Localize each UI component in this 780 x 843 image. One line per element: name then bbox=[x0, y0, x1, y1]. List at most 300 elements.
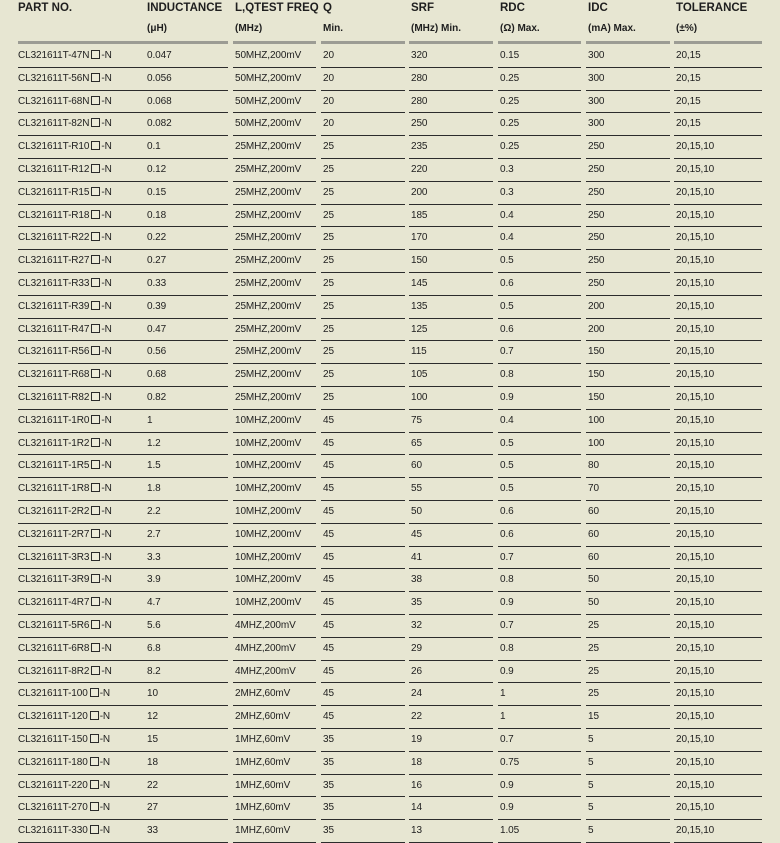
part-suffix: -N bbox=[101, 483, 112, 495]
table-row bbox=[0, 364, 780, 387]
part-number-text: CL321611T-R33 bbox=[18, 277, 90, 289]
cell-part-no bbox=[18, 118, 112, 130]
cell-q-min: 35 bbox=[323, 825, 334, 837]
part-suffix: -N bbox=[101, 619, 112, 631]
table-row bbox=[0, 569, 780, 592]
header-rule bbox=[586, 41, 670, 44]
tolerance-code-box-icon bbox=[91, 529, 100, 538]
table-row bbox=[0, 319, 780, 342]
tolerance-code-box-icon bbox=[91, 164, 100, 173]
cell-test-freq: 10MHZ,200mV bbox=[235, 505, 302, 517]
cell-tolerance: 20,15,10 bbox=[676, 346, 715, 358]
cell-srf: 26 bbox=[411, 665, 422, 677]
cell-tolerance: 20,15,10 bbox=[676, 802, 715, 814]
cell-idc: 150 bbox=[588, 391, 605, 403]
cell-srf: 24 bbox=[411, 688, 422, 700]
cell-part-no bbox=[18, 688, 110, 700]
cell-tolerance: 20,15,10 bbox=[676, 483, 715, 495]
cell-test-freq: 50MHZ,200mV bbox=[235, 50, 302, 61]
cell-inductance: 0.047 bbox=[147, 50, 172, 61]
cell-tolerance: 20,15,10 bbox=[676, 711, 715, 723]
cell-test-freq: 1MHZ,60mV bbox=[235, 779, 291, 791]
cell-idc: 250 bbox=[588, 163, 605, 175]
cell-q-min: 45 bbox=[323, 414, 334, 426]
part-number-text: CL321611T-1R2 bbox=[18, 437, 90, 449]
cell-srf: 280 bbox=[411, 72, 428, 84]
cell-inductance: 0.056 bbox=[147, 72, 172, 84]
tolerance-code-box-icon bbox=[91, 597, 100, 606]
cell-tolerance: 20,15,10 bbox=[676, 688, 715, 700]
cell-test-freq: 1MHZ,60mV bbox=[235, 733, 291, 745]
cell-idc: 250 bbox=[588, 186, 605, 198]
cell-tolerance: 20,15,10 bbox=[676, 551, 715, 563]
cell-part-no bbox=[18, 734, 110, 746]
part-suffix: -N bbox=[101, 255, 112, 267]
cell-inductance: 0.33 bbox=[147, 277, 167, 289]
cell-srf: 235 bbox=[411, 141, 428, 153]
cell-srf: 320 bbox=[411, 50, 428, 61]
cell-rdc: 0.6 bbox=[500, 323, 514, 335]
cell-q-min: 25 bbox=[323, 255, 334, 267]
cell-part-no bbox=[18, 73, 112, 85]
part-suffix: -N bbox=[101, 300, 112, 312]
cell-part-no bbox=[18, 460, 112, 472]
cell-test-freq: 25MHZ,200mV bbox=[235, 186, 302, 198]
cell-idc: 50 bbox=[588, 597, 599, 609]
table-row bbox=[0, 706, 780, 729]
cell-part-no bbox=[18, 96, 112, 108]
cell-idc: 300 bbox=[588, 50, 605, 61]
cell-part-no bbox=[18, 141, 112, 153]
cell-tolerance: 20,15,10 bbox=[676, 232, 715, 244]
cell-idc: 250 bbox=[588, 232, 605, 244]
table-row bbox=[0, 638, 780, 661]
cell-part-no bbox=[18, 346, 112, 358]
header-rdc: RDC bbox=[500, 2, 525, 14]
cell-rdc: 0.3 bbox=[500, 163, 514, 175]
part-suffix: -N bbox=[101, 460, 112, 472]
tolerance-code-box-icon bbox=[91, 460, 100, 469]
cell-part-no bbox=[18, 301, 112, 313]
cell-idc: 50 bbox=[588, 574, 599, 586]
cell-inductance: 6.8 bbox=[147, 642, 161, 654]
cell-tolerance: 20,15,10 bbox=[676, 255, 715, 267]
cell-part-no bbox=[18, 506, 112, 518]
table-row bbox=[0, 478, 780, 501]
cell-idc: 300 bbox=[588, 72, 605, 84]
table-row bbox=[0, 136, 780, 159]
cell-idc: 250 bbox=[588, 209, 605, 221]
cell-inductance: 2.2 bbox=[147, 505, 161, 517]
cell-srf: 45 bbox=[411, 528, 422, 540]
cell-inductance: 0.47 bbox=[147, 323, 167, 335]
table-row bbox=[0, 797, 780, 820]
cell-part-no bbox=[18, 802, 110, 814]
cell-idc: 60 bbox=[588, 551, 599, 563]
cell-rdc: 0.8 bbox=[500, 574, 514, 586]
cell-idc: 25 bbox=[588, 619, 599, 631]
cell-q-min: 35 bbox=[323, 733, 334, 745]
cell-rdc: 0.9 bbox=[500, 391, 514, 403]
table-row bbox=[0, 205, 780, 228]
part-suffix: -N bbox=[99, 733, 111, 745]
part-suffix: -N bbox=[101, 574, 112, 586]
cell-srf: 115 bbox=[411, 346, 427, 358]
part-number-text: CL321611T-3R3 bbox=[18, 551, 90, 563]
cell-tolerance: 20,15,10 bbox=[676, 665, 715, 677]
cell-q-min: 35 bbox=[323, 802, 334, 814]
tolerance-code-box-icon bbox=[91, 324, 100, 333]
cell-part-no bbox=[18, 369, 112, 381]
cell-test-freq: 2MHZ,60mV bbox=[235, 711, 291, 723]
cell-srf: 13 bbox=[411, 825, 422, 837]
part-suffix: -N bbox=[101, 414, 112, 426]
cell-tolerance: 20,15,10 bbox=[676, 779, 715, 791]
header-rdc-unit: (Ω) Max. bbox=[500, 23, 540, 34]
table-row bbox=[0, 250, 780, 273]
table-row bbox=[0, 387, 780, 410]
cell-inductance: 3.9 bbox=[147, 574, 161, 586]
cell-srf: 19 bbox=[411, 733, 422, 745]
cell-idc: 5 bbox=[588, 756, 594, 768]
part-number-text: CL321611T-R47 bbox=[18, 323, 90, 335]
cell-tolerance: 20,15,10 bbox=[676, 414, 715, 426]
cell-srf: 35 bbox=[411, 597, 422, 609]
cell-tolerance: 20,15,10 bbox=[676, 209, 715, 221]
cell-part-no bbox=[18, 711, 110, 723]
table-row bbox=[0, 455, 780, 478]
part-suffix: -N bbox=[101, 346, 112, 358]
part-number-text: CL321611T-R15 bbox=[18, 186, 90, 198]
cell-part-no bbox=[18, 50, 112, 62]
cell-srf: 105 bbox=[411, 369, 428, 381]
header-row-units bbox=[0, 20, 780, 41]
cell-q-min: 45 bbox=[323, 505, 334, 517]
cell-inductance: 3.3 bbox=[147, 551, 161, 563]
part-suffix: -N bbox=[99, 825, 111, 837]
part-suffix: -N bbox=[101, 505, 112, 517]
part-number-text: CL321611T-100 bbox=[18, 688, 88, 700]
tolerance-code-box-icon bbox=[91, 392, 100, 401]
cell-inductance: 1.5 bbox=[147, 460, 161, 472]
cell-srf: 22 bbox=[411, 711, 422, 723]
cell-test-freq: 25MHZ,200mV bbox=[235, 163, 302, 175]
cell-test-freq: 1MHZ,60mV bbox=[235, 802, 291, 814]
part-number-text: CL321611T-47N bbox=[18, 50, 90, 61]
cell-rdc: 0.9 bbox=[500, 802, 514, 814]
table-row bbox=[0, 341, 780, 364]
table-row bbox=[0, 113, 780, 136]
tolerance-code-box-icon bbox=[91, 118, 100, 127]
part-number-text: CL321611T-R68 bbox=[18, 369, 90, 381]
cell-rdc: 1 bbox=[500, 688, 506, 700]
cell-test-freq: 4MHZ,200mV bbox=[235, 619, 296, 631]
header-srf: SRF bbox=[411, 2, 434, 14]
header-inductance-unit: (μH) bbox=[147, 23, 167, 34]
header-rule bbox=[498, 41, 581, 44]
cell-test-freq: 25MHZ,200mV bbox=[235, 300, 302, 312]
cell-rdc: 0.25 bbox=[500, 95, 520, 107]
cell-srf: 55 bbox=[411, 483, 422, 495]
cell-test-freq: 10MHZ,200mV bbox=[235, 460, 302, 472]
tolerance-code-box-icon bbox=[91, 483, 100, 492]
cell-inductance: 18 bbox=[147, 756, 158, 768]
part-number-text: CL321611T-R22 bbox=[18, 232, 90, 244]
cell-q-min: 25 bbox=[323, 277, 334, 289]
cell-rdc: 0.8 bbox=[500, 369, 514, 381]
cell-inductance: 0.082 bbox=[147, 118, 172, 130]
cell-part-no bbox=[18, 324, 112, 336]
header-tolerance: TOLERANCE bbox=[676, 2, 748, 14]
cell-inductance: 4.7 bbox=[147, 597, 161, 609]
cell-idc: 250 bbox=[588, 277, 605, 289]
cell-part-no bbox=[18, 187, 112, 199]
part-suffix: -N bbox=[101, 118, 112, 130]
cell-idc: 80 bbox=[588, 460, 599, 472]
cell-tolerance: 20,15,10 bbox=[676, 186, 715, 198]
cell-part-no bbox=[18, 278, 112, 290]
cell-inductance: 27 bbox=[147, 802, 158, 814]
part-number-text: CL321611T-4R7 bbox=[18, 597, 90, 609]
tolerance-code-box-icon bbox=[91, 255, 100, 264]
cell-tolerance: 20,15,10 bbox=[676, 756, 715, 768]
tolerance-code-box-icon bbox=[91, 620, 100, 629]
cell-test-freq: 25MHZ,200mV bbox=[235, 255, 302, 267]
cell-rdc: 0.5 bbox=[500, 255, 514, 267]
tolerance-code-box-icon bbox=[91, 278, 100, 287]
table-row bbox=[0, 182, 780, 205]
cell-idc: 25 bbox=[588, 665, 599, 677]
cell-tolerance: 20,15,10 bbox=[676, 733, 715, 745]
cell-idc: 15 bbox=[588, 711, 599, 723]
cell-part-no bbox=[18, 643, 112, 655]
cell-idc: 300 bbox=[588, 118, 605, 130]
cell-q-min: 20 bbox=[323, 50, 334, 61]
cell-rdc: 0.6 bbox=[500, 277, 514, 289]
cell-srf: 65 bbox=[411, 437, 422, 449]
cell-srf: 38 bbox=[411, 574, 422, 586]
cell-part-no bbox=[18, 574, 112, 586]
cell-idc: 150 bbox=[588, 346, 605, 358]
cell-q-min: 45 bbox=[323, 597, 334, 609]
tolerance-code-box-icon bbox=[91, 73, 100, 82]
cell-rdc: 0.15 bbox=[500, 50, 520, 61]
cell-tolerance: 20,15,10 bbox=[676, 391, 715, 403]
cell-test-freq: 10MHZ,200mV bbox=[235, 483, 302, 495]
cell-inductance: 0.39 bbox=[147, 300, 167, 312]
cell-srf: 32 bbox=[411, 619, 422, 631]
part-number-text: CL321611T-5R6 bbox=[18, 619, 90, 631]
cell-q-min: 45 bbox=[323, 711, 334, 723]
cell-inductance: 1 bbox=[147, 414, 153, 426]
tolerance-code-box-icon bbox=[91, 50, 100, 59]
cell-tolerance: 20,15,10 bbox=[676, 369, 715, 381]
table-row bbox=[0, 615, 780, 638]
cell-idc: 200 bbox=[588, 323, 605, 335]
tolerance-code-box-icon bbox=[90, 780, 99, 789]
cell-tolerance: 20,15 bbox=[676, 118, 701, 130]
cell-part-no bbox=[18, 415, 112, 427]
part-number-text: CL321611T-3R9 bbox=[18, 574, 90, 586]
tolerance-code-box-icon bbox=[90, 711, 99, 720]
header-row-titles bbox=[0, 0, 780, 20]
part-suffix: -N bbox=[101, 72, 112, 84]
tolerance-code-box-icon bbox=[91, 552, 100, 561]
cell-test-freq: 10MHZ,200mV bbox=[235, 551, 302, 563]
header-q-unit: Min. bbox=[323, 23, 343, 34]
cell-test-freq: 10MHZ,200mV bbox=[235, 414, 302, 426]
part-number-text: CL321611T-1R5 bbox=[18, 460, 90, 472]
cell-test-freq: 25MHZ,200mV bbox=[235, 346, 302, 358]
cell-test-freq: 50MHZ,200mV bbox=[235, 72, 302, 84]
cell-inductance: 10 bbox=[147, 688, 158, 700]
cell-test-freq: 1MHZ,60mV bbox=[235, 756, 291, 768]
cell-tolerance: 20,15,10 bbox=[676, 163, 715, 175]
cell-rdc: 0.4 bbox=[500, 414, 514, 426]
tolerance-code-box-icon bbox=[91, 369, 100, 378]
cell-srf: 145 bbox=[411, 277, 428, 289]
cell-inductance: 0.22 bbox=[147, 232, 167, 244]
part-suffix: -N bbox=[99, 688, 111, 700]
header-rule bbox=[233, 41, 316, 44]
cell-srf: 135 bbox=[411, 300, 428, 312]
table-row bbox=[0, 433, 780, 456]
part-number-text: CL321611T-R18 bbox=[18, 209, 90, 221]
cell-test-freq: 1MHZ,60mV bbox=[235, 825, 291, 837]
part-number-text: CL321611T-2R2 bbox=[18, 505, 90, 517]
cell-q-min: 25 bbox=[323, 209, 334, 221]
cell-tolerance: 20,15,10 bbox=[676, 300, 715, 312]
cell-inductance: 8.2 bbox=[147, 665, 161, 677]
cell-rdc: 0.4 bbox=[500, 209, 514, 221]
header-q: Q bbox=[323, 2, 332, 14]
header-part-no: PART NO. bbox=[18, 2, 73, 14]
part-number-text: CL321611T-R27 bbox=[18, 255, 90, 267]
table-row bbox=[0, 661, 780, 684]
cell-q-min: 20 bbox=[323, 72, 334, 84]
cell-tolerance: 20,15,10 bbox=[676, 825, 715, 837]
cell-tolerance: 20,15,10 bbox=[676, 460, 715, 472]
cell-q-min: 25 bbox=[323, 186, 334, 198]
cell-idc: 60 bbox=[588, 528, 599, 540]
cell-test-freq: 25MHZ,200mV bbox=[235, 209, 302, 221]
tolerance-code-box-icon bbox=[91, 666, 100, 675]
cell-tolerance: 20,15,10 bbox=[676, 642, 715, 654]
tolerance-code-box-icon bbox=[91, 438, 100, 447]
part-suffix: -N bbox=[101, 277, 112, 289]
cell-srf: 150 bbox=[411, 255, 428, 267]
part-number-text: CL321611T-56N bbox=[18, 72, 90, 84]
cell-part-no bbox=[18, 552, 112, 564]
cell-q-min: 45 bbox=[323, 688, 334, 700]
cell-inductance: 0.12 bbox=[147, 163, 167, 175]
cell-inductance: 0.68 bbox=[147, 369, 167, 381]
cell-q-min: 45 bbox=[323, 574, 334, 586]
table-row bbox=[0, 775, 780, 798]
cell-inductance: 0.56 bbox=[147, 346, 167, 358]
cell-idc: 100 bbox=[588, 437, 605, 449]
header-rule bbox=[321, 41, 405, 44]
cell-srf: 185 bbox=[411, 209, 428, 221]
cell-test-freq: 10MHZ,200mV bbox=[235, 528, 302, 540]
part-suffix: -N bbox=[101, 369, 112, 381]
header-idc-unit: (mA) Max. bbox=[588, 23, 636, 34]
cell-q-min: 35 bbox=[323, 756, 334, 768]
cell-part-no bbox=[18, 666, 112, 678]
header-tolerance-unit: (±%) bbox=[676, 23, 698, 34]
header-rule bbox=[409, 41, 493, 44]
table-body bbox=[0, 45, 780, 843]
part-suffix: -N bbox=[101, 323, 112, 335]
cell-srf: 170 bbox=[411, 232, 428, 244]
part-suffix: -N bbox=[101, 50, 112, 61]
cell-test-freq: 50MHZ,200mV bbox=[235, 95, 302, 107]
cell-q-min: 25 bbox=[323, 346, 334, 358]
cell-part-no bbox=[18, 597, 112, 609]
cell-q-min: 45 bbox=[323, 437, 334, 449]
cell-test-freq: 10MHZ,200mV bbox=[235, 437, 302, 449]
cell-idc: 60 bbox=[588, 505, 599, 517]
cell-part-no bbox=[18, 164, 112, 176]
tolerance-code-box-icon bbox=[90, 688, 99, 697]
part-number-text: CL321611T-6R8 bbox=[18, 642, 90, 654]
cell-srf: 250 bbox=[411, 118, 428, 130]
part-suffix: -N bbox=[101, 391, 112, 403]
cell-q-min: 20 bbox=[323, 95, 334, 107]
cell-tolerance: 20,15,10 bbox=[676, 277, 715, 289]
table-row bbox=[0, 273, 780, 296]
cell-inductance: 1.8 bbox=[147, 483, 161, 495]
part-suffix: -N bbox=[101, 95, 112, 107]
cell-q-min: 25 bbox=[323, 391, 334, 403]
cell-inductance: 15 bbox=[147, 733, 158, 745]
part-suffix: -N bbox=[101, 209, 112, 221]
cell-test-freq: 25MHZ,200mV bbox=[235, 232, 302, 244]
cell-q-min: 45 bbox=[323, 528, 334, 540]
cell-idc: 100 bbox=[588, 414, 605, 426]
part-number-text: CL321611T-1R8 bbox=[18, 483, 90, 495]
cell-tolerance: 20,15,10 bbox=[676, 437, 715, 449]
cell-part-no bbox=[18, 529, 112, 541]
part-suffix: -N bbox=[101, 528, 112, 540]
header-rule bbox=[674, 41, 762, 44]
cell-rdc: 0.7 bbox=[500, 346, 514, 358]
part-suffix: -N bbox=[101, 232, 112, 244]
cell-test-freq: 25MHZ,200mV bbox=[235, 369, 302, 381]
cell-q-min: 45 bbox=[323, 551, 334, 563]
table-row bbox=[0, 91, 780, 114]
cell-q-min: 35 bbox=[323, 779, 334, 791]
cell-rdc: 0.5 bbox=[500, 437, 514, 449]
table-row bbox=[0, 683, 780, 706]
table-row bbox=[0, 752, 780, 775]
table-row bbox=[0, 159, 780, 182]
tolerance-code-box-icon bbox=[90, 802, 99, 811]
cell-idc: 150 bbox=[588, 369, 605, 381]
cell-tolerance: 20,15 bbox=[676, 72, 701, 84]
tolerance-code-box-icon bbox=[90, 757, 99, 766]
cell-tolerance: 20,15,10 bbox=[676, 141, 715, 153]
cell-srf: 220 bbox=[411, 163, 428, 175]
cell-test-freq: 10MHZ,200mV bbox=[235, 574, 302, 586]
cell-rdc: 0.75 bbox=[500, 756, 520, 768]
header-idc: IDC bbox=[588, 2, 608, 14]
part-number-text: CL321611T-R39 bbox=[18, 300, 90, 312]
cell-rdc: 0.4 bbox=[500, 232, 514, 244]
cell-idc: 5 bbox=[588, 779, 594, 791]
cell-tolerance: 20,15 bbox=[676, 95, 701, 107]
part-number-text: CL321611T-120 bbox=[18, 711, 88, 723]
